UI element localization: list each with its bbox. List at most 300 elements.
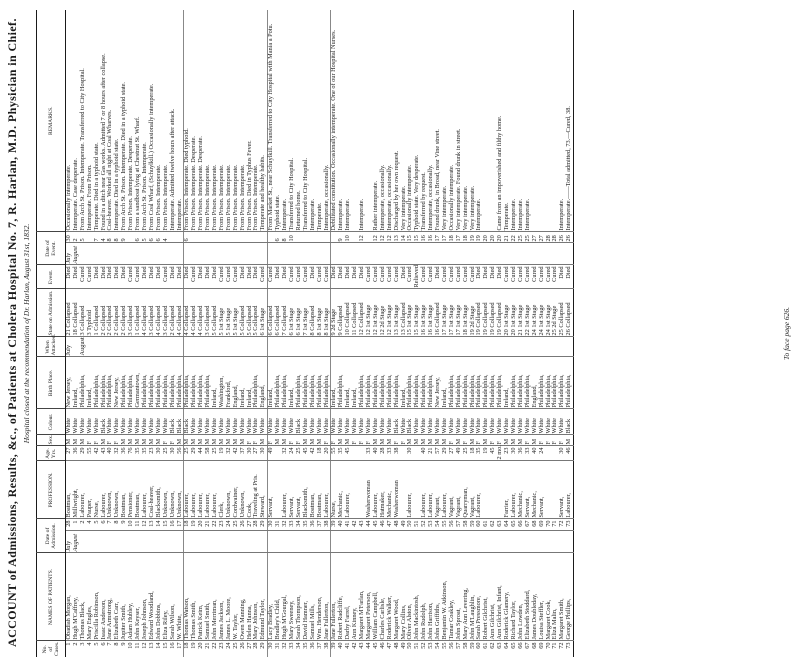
when-attacked-cell: [504, 337, 511, 357]
birth-place-cell: Philadelphia,: [407, 357, 414, 409]
colour-cell: White: [87, 409, 94, 435]
when-attacked-cell: [449, 337, 456, 357]
sex-cell: F: [497, 435, 504, 446]
event-cell: Relieved: [413, 265, 421, 288]
age-cell: [352, 446, 359, 461]
event-month-cell: [212, 243, 219, 265]
admission-month-cell: [470, 531, 477, 553]
remarks-cell: Found drunk, in Broad, near Vine street.: [435, 10, 442, 232]
state-on-admission-cell: 2 Collapsed: [101, 289, 108, 337]
event-day-cell: [303, 232, 310, 243]
birth-place-cell: England,: [233, 357, 240, 409]
profession-cell: Servant,: [539, 461, 546, 519]
admission-month-cell: [94, 531, 101, 553]
remarks-cell: From Prison. Intemperate. Desperate.: [198, 10, 205, 232]
event-day-cell: 25: [518, 232, 525, 243]
when-attacked-cell: [476, 337, 483, 357]
event-day-cell: 28: [552, 232, 559, 243]
state-on-admission-cell: 21 1st Stage: [518, 289, 525, 337]
patient-name-cell: Elizabeth Stoddard,: [525, 553, 532, 641]
event-day-cell: 4: [101, 232, 108, 243]
event-day-cell: 18: [449, 232, 456, 243]
profession-cell: Washerwoman: [394, 461, 401, 519]
birth-place-cell: Philadelphia,: [198, 357, 205, 409]
age-cell: 33: [525, 446, 532, 461]
case-number-cell: 34: [294, 642, 302, 649]
admission-day-cell: 15: [163, 519, 170, 531]
patient-name-cell: John Rudolph,: [421, 553, 428, 641]
profession-cell: Labourer,: [212, 461, 219, 519]
col-header-attacked: When Attacked.: [37, 337, 66, 357]
sex-cell: F: [170, 435, 177, 446]
when-attacked-cell: [566, 337, 573, 357]
colour-cell: Black: [170, 409, 177, 435]
event-cell: Died: [101, 265, 108, 289]
sex-cell: M: [177, 435, 184, 446]
patient-name-cell: John Griffiths,: [435, 553, 442, 641]
case-number-cell: 40: [337, 642, 345, 649]
event-month-cell: [380, 243, 387, 265]
event-month-cell: [296, 243, 303, 265]
admission-month-cell: [504, 531, 511, 553]
colour-cell: Black: [184, 409, 191, 435]
event-cell: Cured: [191, 265, 198, 289]
event-day-cell: 2: [73, 232, 80, 243]
colour-cell: White: [414, 409, 421, 435]
sex-cell: F: [463, 435, 470, 446]
profession-cell: Blacksmith,: [156, 461, 163, 519]
event-cell: Cured: [366, 265, 373, 289]
age-cell: 43: [101, 446, 108, 461]
admission-day-cell: 23: [219, 519, 226, 531]
patient-name-cell: Sarah Wilson,: [170, 553, 177, 641]
event-day-cell: 15: [407, 232, 414, 243]
patient-name-cell: Samuel Smith,: [205, 553, 212, 641]
remarks-cell: From Arch St. Prison. Intemperate.: [142, 10, 149, 232]
event-month-cell: [260, 243, 267, 265]
sex-cell: M: [421, 435, 428, 446]
admission-month-cell: [566, 531, 573, 553]
col-header-sex: Sex.: [37, 435, 66, 446]
profession-cell: Labourer,: [421, 461, 428, 519]
remarks-cell: Occasionally intemperate.: [66, 10, 73, 232]
case-number-cell: 11: [134, 642, 142, 649]
birth-place-cell: Philadelphia,: [184, 357, 191, 409]
birth-place-cell: Ireland,: [73, 357, 80, 409]
admission-day-cell: 35: [303, 519, 310, 531]
admission-month-cell: [135, 531, 142, 553]
admission-month-cell: [170, 531, 177, 553]
sex-cell: M: [317, 435, 324, 446]
admission-day-cell: 45: [373, 519, 380, 531]
sex-cell: M: [345, 435, 352, 446]
age-cell: 28: [380, 446, 387, 461]
birth-place-cell: Ireland,: [87, 357, 94, 409]
sex-cell: M: [380, 435, 387, 446]
admission-day-cell: 60: [476, 519, 483, 531]
admission-month-cell: [442, 531, 449, 553]
sex-cell: M: [428, 435, 435, 446]
birth-place-cell: Philadelphia,: [511, 357, 518, 409]
age-cell: 29: [80, 446, 87, 461]
event-month-cell: [352, 243, 359, 265]
state-on-admission-cell: 2 Collapsed: [107, 289, 114, 337]
patient-name-cell: Samuel Mills,: [310, 553, 317, 641]
event-cell: Died: [345, 265, 352, 289]
sex-cell: F: [352, 435, 359, 446]
case-number-cell: 13: [147, 642, 155, 649]
case-number-cell: 12: [140, 642, 148, 649]
case-number-cell: 46: [378, 642, 386, 649]
remarks-cell: From Arch St. Prison. Intemperate. Transferred to City Hospital.: [80, 10, 87, 232]
sex-cell: M: [511, 435, 518, 446]
birth-place-cell: Ireland,: [401, 357, 408, 409]
patient-name-cell: Ann Gilchrist,: [490, 553, 497, 641]
admission-day-cell: 72: [559, 519, 566, 531]
when-attacked-cell: [149, 337, 156, 357]
event-day-cell: [296, 232, 303, 243]
age-cell: 24: [289, 446, 296, 461]
when-attacked-cell: [170, 337, 177, 357]
state-on-admission-cell: 5 Collapsed: [240, 289, 247, 337]
case-number-cell: 23: [217, 642, 225, 649]
event-cell: Cured: [504, 265, 511, 289]
colour-cell: Black: [101, 409, 108, 435]
event-day-cell: 20: [490, 232, 497, 243]
event-cell: Cured: [87, 265, 94, 289]
when-attacked-cell: [546, 337, 553, 357]
patient-name-cell: Thomas Watson,: [184, 553, 191, 641]
profession-cell: Washerwoman: [366, 461, 373, 519]
sex-cell: F: [552, 435, 559, 446]
remarks-cell: From Prison. Intemperate. Died typhoid.: [184, 10, 191, 232]
patient-name-cell: Richard Taylor,: [511, 553, 518, 641]
event-cell: Cured: [128, 265, 135, 289]
remarks-cell: From Prison. Intemperate. Desperate.: [128, 10, 135, 232]
colour-cell: White: [497, 409, 504, 435]
profession-cell: Unknown,: [177, 461, 184, 519]
patient-name-cell: Hugh M'Gourgal,: [282, 553, 289, 641]
admission-day-cell: 56: [449, 519, 456, 531]
event-month-cell: [275, 243, 282, 265]
admission-month-cell: [80, 531, 87, 553]
when-attacked-cell: [352, 337, 359, 357]
patient-name-cell: Margaret Cook,: [546, 553, 553, 641]
state-on-admission-cell: 3 Typhoid: [87, 289, 94, 337]
col-header-remarks: REMARKS.: [37, 10, 66, 232]
event-cell: Cured: [317, 265, 324, 289]
colour-cell: White: [205, 409, 212, 435]
event-month-cell: [247, 243, 254, 265]
admission-month-cell: [394, 531, 401, 553]
state-on-admission-cell: 26 Collapsed: [566, 289, 573, 337]
event-cell: Died: [121, 265, 128, 289]
age-cell: 19: [483, 446, 490, 461]
age-cell: 46: [566, 446, 573, 461]
event-day-cell: 8: [282, 232, 289, 243]
birth-place-cell: Ireland,: [268, 357, 275, 409]
event-month-cell: [559, 243, 566, 265]
admission-day-cell: 2: [80, 519, 87, 531]
birth-place-cell: Philadelphia,: [483, 357, 490, 409]
profession-cell: Labourer,: [324, 461, 331, 519]
admission-day-cell: 28: [66, 519, 73, 531]
admission-day-cell: 48: [394, 519, 401, 531]
admission-day-cell: 63: [497, 519, 504, 531]
age-cell: 23: [149, 446, 156, 461]
admission-day-cell: 55: [442, 519, 449, 531]
colour-cell: White: [525, 409, 532, 435]
birth-place-cell: Ireland,: [212, 357, 219, 409]
profession-cell: Servant,: [559, 461, 566, 519]
state-on-admission-cell: 2 Collapsed: [170, 289, 177, 337]
when-attacked-cell: [497, 337, 504, 357]
event-month-cell: [156, 243, 163, 265]
patient-name-cell: Roderick Walker,: [387, 553, 394, 641]
event-day-cell: 14: [401, 232, 408, 243]
sex-cell: F: [107, 435, 114, 446]
colour-cell: White: [504, 409, 511, 435]
birth-place-cell: Philadelphia,: [80, 357, 87, 409]
case-number-cell: 27: [245, 642, 253, 649]
patient-name-cell: James Jackson,: [219, 553, 226, 641]
when-attacked-cell: [552, 337, 559, 357]
admission-day-cell: 54: [435, 519, 442, 531]
patient-name-cell: John Lowden,: [518, 553, 525, 641]
birth-place-cell: Philadelphia,: [163, 357, 170, 409]
event-cell: Died: [490, 265, 497, 289]
colour-cell: White: [226, 409, 233, 435]
admission-month-cell: [233, 531, 240, 553]
admission-day-cell: 16: [170, 519, 177, 531]
admission-day-cell: 1: [73, 519, 80, 531]
age-cell: 38: [394, 446, 401, 461]
event-day-cell: 16: [421, 232, 428, 243]
case-number-cell: 29: [259, 642, 267, 649]
case-number-cell: 7: [106, 642, 114, 646]
patient-name-cell: Priscilla Robinson,: [94, 553, 101, 641]
admission-day-cell: 50: [407, 519, 414, 531]
case-number-cell: 10: [127, 642, 135, 649]
state-on-admission-cell: 3 Collapsed: [163, 289, 170, 337]
event-month-cell: [198, 243, 205, 265]
page-reference: To face page 626.: [782, 306, 791, 361]
event-day-cell: 6: [275, 232, 282, 243]
admission-month-cell: [191, 531, 198, 553]
patient-name-cell: Edward Woodland,: [149, 553, 156, 641]
case-number-cell: 69: [537, 642, 545, 649]
sex-cell: M: [184, 435, 191, 446]
event-cell: Cured: [260, 265, 267, 289]
age-cell: 30: [260, 446, 267, 461]
patient-name-cell: Eliza Malin,: [552, 553, 559, 641]
admission-day-cell: 32: [282, 519, 289, 531]
admission-day-cell: 13: [149, 519, 156, 531]
event-month-cell: [80, 243, 87, 265]
colour-cell: White: [142, 409, 149, 435]
event-cell: Cured: [233, 265, 240, 289]
birth-place-cell: Philadelphia,: [121, 357, 128, 409]
sex-cell: M: [435, 435, 442, 446]
state-on-admission-cell: 19 Collapsed: [490, 289, 497, 337]
remarks-cell: From Prison. Intemperate.: [240, 10, 247, 232]
admission-day-cell: 21: [205, 519, 212, 531]
case-number-cell: 60: [475, 642, 483, 649]
age-cell: [546, 446, 553, 461]
event-cell: Died: [566, 265, 573, 289]
admission-day-cell: 42: [352, 519, 359, 531]
state-on-admission-cell: 16 1st Stage: [428, 289, 435, 337]
state-on-admission-cell: 6 1st Stage: [289, 289, 296, 337]
when-attacked-cell: [135, 337, 142, 357]
admission-day-cell: 68: [532, 519, 539, 531]
event-cell: Died: [177, 265, 184, 289]
when-attacked-cell: [525, 337, 532, 357]
age-cell: 25: [463, 446, 470, 461]
event-month-cell: [476, 243, 483, 265]
when-attacked-cell: [87, 337, 94, 357]
case-number-cell: 59: [468, 642, 476, 649]
profession-cell: Cordwainer,: [233, 461, 240, 519]
patient-name-cell: Sarah Thompson,: [296, 553, 303, 641]
event-cell: Died: [476, 265, 483, 289]
admission-day-cell: 47: [387, 519, 394, 531]
case-number-cell: 4: [85, 642, 93, 646]
admission-month-cell: [275, 531, 282, 553]
event-cell: Cured: [546, 265, 553, 289]
age-cell: 30: [407, 446, 414, 461]
case-number-cell: 8: [113, 642, 121, 646]
patient-name-cell: Tamar Coakley,: [449, 553, 456, 641]
colour-cell: White: [80, 409, 87, 435]
age-cell: 32: [282, 446, 289, 461]
event-day-cell: [240, 232, 247, 243]
profession-cell: Labourer,: [191, 461, 198, 519]
colour-cell: Black: [296, 409, 303, 435]
event-month-cell: [317, 243, 324, 265]
state-on-admission-cell: 21 Collapsed: [66, 289, 73, 337]
remarks-cell: [546, 10, 553, 232]
birth-place-cell: Philadelphia,: [310, 357, 317, 409]
remarks-cell: Intemperate.: [559, 10, 566, 232]
colour-cell: White: [324, 409, 331, 435]
profession-cell: Mechanic,: [532, 461, 539, 519]
patient-name-cell: Robert Radcliffe,: [338, 553, 345, 641]
colour-cell: White: [470, 409, 477, 435]
event-month-cell: [449, 243, 456, 265]
event-month-cell: [177, 243, 184, 265]
event-cell: Cured: [268, 265, 275, 289]
remarks-cell: Intemperate.: [345, 10, 352, 232]
when-attacked-cell: [282, 337, 289, 357]
event-day-cell: 6: [156, 232, 163, 243]
sex-cell: F: [401, 435, 408, 446]
age-cell: 35: [135, 446, 142, 461]
case-number-cell: 19: [190, 642, 198, 649]
profession-cell: Labourer,: [198, 461, 205, 519]
age-cell: 42: [94, 446, 101, 461]
admission-day-cell: 14: [156, 519, 163, 531]
admission-day-cell: 25: [233, 519, 240, 531]
patient-name-cell: W. Taylor,: [233, 553, 240, 641]
case-number-cell: 16: [168, 642, 176, 649]
sex-cell: M: [66, 435, 73, 446]
birth-place-cell: Philadelphia,: [275, 357, 282, 409]
event-day-cell: [253, 232, 260, 243]
admission-day-cell: 37: [317, 519, 324, 531]
state-on-admission-cell: 5 1st Stage: [219, 289, 226, 337]
birth-place-cell: Frankford,: [226, 357, 233, 409]
patient-name-cell: David Hamner,: [303, 553, 310, 641]
age-cell: 24: [539, 446, 546, 461]
profession-cell: Clerk,: [219, 461, 226, 519]
state-on-admission-cell: 8 1st Stage: [324, 289, 331, 337]
state-on-admission-cell: 12 2d Stage: [380, 289, 387, 337]
sex-cell: M: [310, 435, 317, 446]
event-month-cell: [373, 243, 380, 265]
admission-day-cell: 36: [310, 519, 317, 531]
event-day-cell: [219, 232, 226, 243]
admission-day-cell: 30: [268, 519, 275, 531]
admission-day-cell: 53: [428, 519, 435, 531]
when-attacked-cell: [338, 337, 345, 357]
sex-cell: F: [559, 435, 566, 446]
case-number-cell: 52: [420, 642, 428, 649]
admission-day-cell: 20: [198, 519, 205, 531]
case-number-cell: 3: [78, 642, 86, 646]
colour-cell: White: [428, 409, 435, 435]
case-number-cell: 57: [454, 642, 462, 649]
birth-place-cell: Philadelphia,: [525, 357, 532, 409]
event-month-cell: [205, 243, 212, 265]
state-on-admission-cell: 3 Collapsed: [205, 289, 212, 337]
age-cell: 32: [226, 446, 233, 461]
birth-place-cell: Philadelphia,: [366, 357, 373, 409]
event-day-cell: 5: [142, 232, 149, 243]
profession-cell: Unknown,: [163, 461, 170, 519]
state-on-admission-cell: 20 1st Stage: [511, 289, 518, 337]
state-on-admission-cell: 15 1st Stage: [414, 289, 421, 337]
age-cell: 45: [345, 446, 352, 461]
sex-cell: M: [80, 435, 87, 446]
event-cell: Cured: [380, 265, 387, 289]
patient-name-cell: Margaret M'Farlan,: [359, 553, 366, 641]
case-number-cell: 54: [434, 642, 442, 649]
age-cell: 58: [205, 446, 212, 461]
remarks-cell: Very intemperate.: [442, 10, 449, 232]
admission-day-cell: 19: [191, 519, 198, 531]
when-attacked-cell: [387, 337, 394, 357]
case-number-cell: 72: [558, 642, 566, 649]
event-month-cell: [552, 243, 559, 265]
admission-day-cell: 9: [121, 519, 128, 531]
admission-day-cell: 10: [128, 519, 135, 531]
event-month-cell: [532, 243, 539, 265]
when-attacked-cell: [94, 337, 101, 357]
birth-place-cell: Philadelphia,: [421, 357, 428, 409]
case-number-cell: 65: [510, 642, 517, 649]
patient-name-cell: John Mackintosh,: [414, 553, 421, 641]
patient-name-cell: James L. Moore,: [226, 553, 233, 641]
sex-cell: M: [407, 435, 414, 446]
event-cell: Died: [205, 265, 212, 289]
state-on-admission-cell: 3 Collapsed: [80, 289, 87, 337]
sex-cell: M: [121, 435, 128, 446]
remarks-cell: Typhoid state.: [275, 10, 282, 232]
event-day-cell: [233, 232, 240, 243]
profession-cell: Nurse,: [94, 461, 101, 519]
age-cell: 40: [107, 446, 114, 461]
